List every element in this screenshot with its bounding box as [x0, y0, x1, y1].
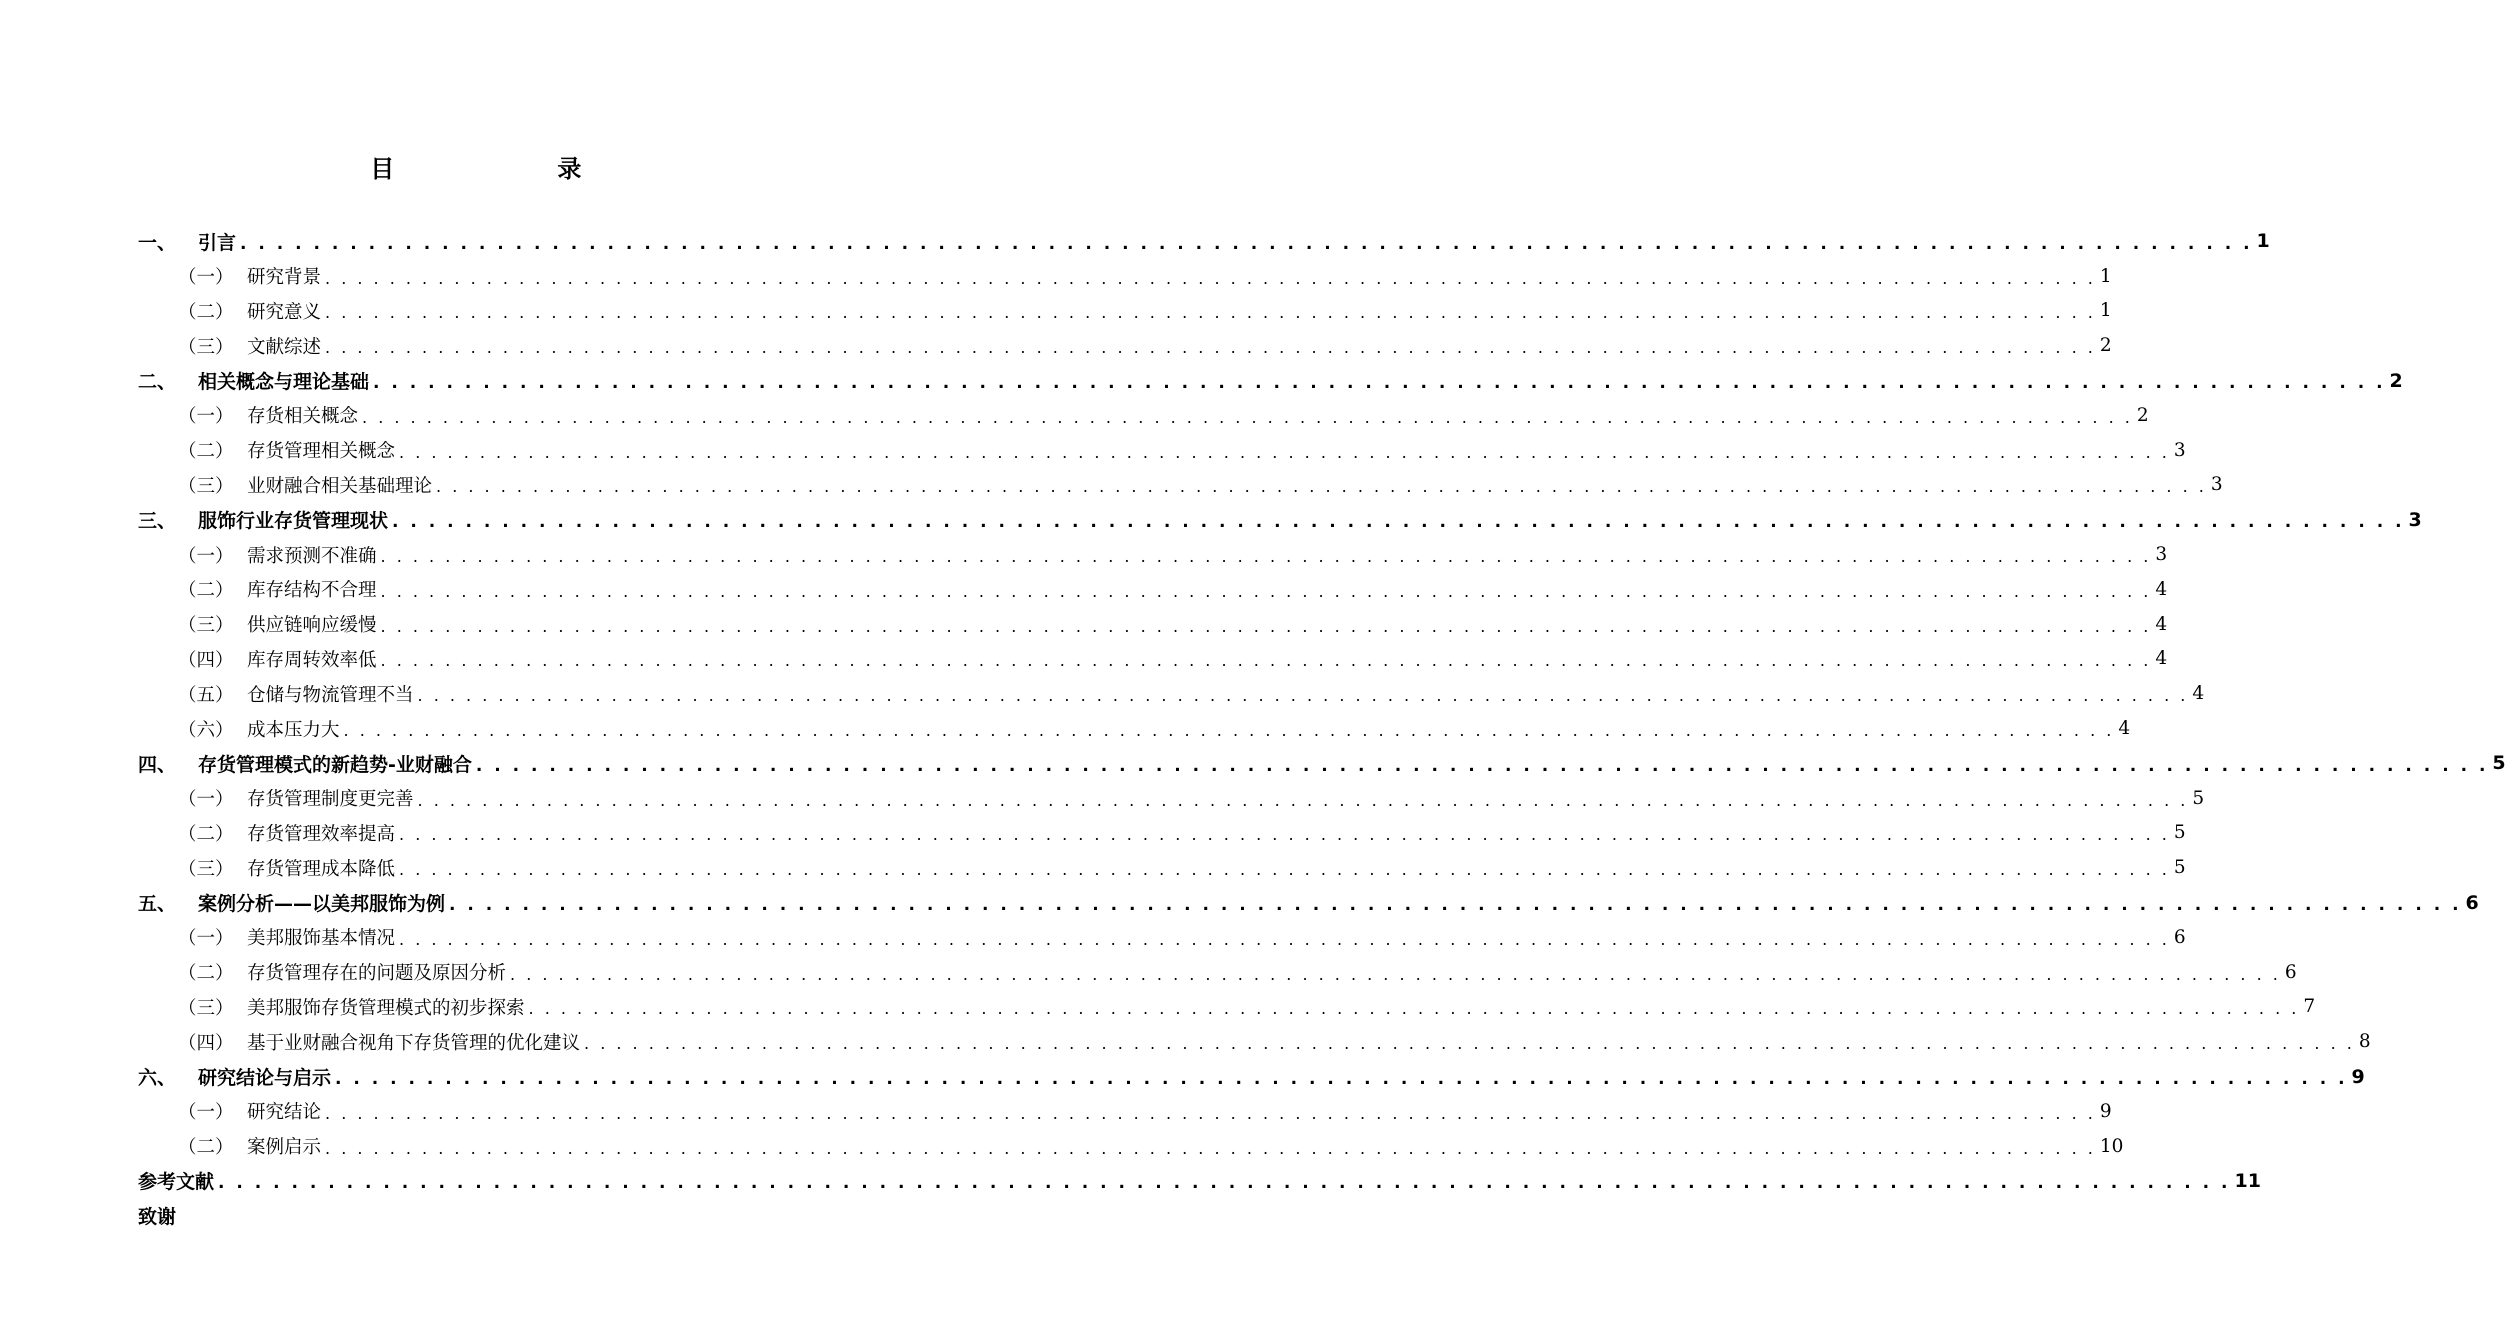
toc-dot-leader: . . . . . . . . . . . . . . . . . . . . . . . . . . . . . . . . . . . . . . . . . . . . . . . . . . . . . . . . . . . . . . . . . . . . . . . . . . . . . . . . . . . . . . . . . . . . . . . . . . . . . . . . . . . . . . — [399, 825, 2170, 845]
toc-page-number: 6 — [2284, 961, 2297, 983]
toc-entry-number: （三） — [178, 336, 234, 358]
toc-entry-number: 五、 — [138, 893, 177, 916]
toc-chapter-entry[interactable] — [138, 1198, 852, 1233]
toc-entry-title: 美邦服饰基本情况 — [247, 928, 396, 950]
toc-entry-number: （三） — [178, 997, 234, 1019]
toc-dot-leader: . . . . . . . . . . . . . . . . . . . . . . . . . . . . . . . . . . . . . . . . . . . . . . . . . . . . . . . . . . . . . . . . . . . . . . . . . . . . . . . . . . . . . . . . . . . . . . . . . . . . . . . . . . . . . . — [528, 999, 2300, 1019]
toc-chapter-entry[interactable] — [138, 1059, 2365, 1094]
toc-page-number: 4 — [2155, 648, 2168, 670]
toc-entry-number: （四） — [178, 649, 234, 671]
toc-entry-number: （一） — [178, 789, 234, 811]
toc-entry-number: （四） — [178, 1032, 234, 1054]
toc-section-entry[interactable] — [138, 676, 2205, 711]
toc-entry-number: （二） — [178, 1137, 234, 1159]
toc-entry-title: 参考文献 — [138, 1171, 215, 1194]
toc-page-number: 9 — [2351, 1065, 2365, 1088]
toc-entry-title: 业财融合相关基础理论 — [247, 475, 433, 497]
toc-entry-number: （三） — [178, 858, 234, 880]
toc-page-number: 2 — [2099, 335, 2112, 357]
toc-entry-title: 文献综述 — [247, 336, 322, 358]
toc-page-number: 4 — [2192, 683, 2205, 705]
toc-page-number: 1 — [2099, 265, 2112, 287]
toc-chapter-entry[interactable] — [138, 224, 2270, 259]
toc-dot-leader: . . . . . . . . . . . . . . . . . . . . . . . . . . . . . . . . . . . . . . . . . . . . . . . . . . . . . . . . . . . . . . . . . . . . . . . . . . . . . . . . . . . . . . . . . . . . . . . . . . . . . . . . . . . . . . — [325, 268, 2096, 288]
toc-section-entry[interactable] — [138, 433, 2186, 468]
toc-entry-title: 致谢 — [138, 1206, 177, 1229]
toc-chapter-entry[interactable] — [138, 502, 2422, 537]
toc-entry-number: （三） — [178, 475, 234, 497]
toc-entry-title: 存货相关概念 — [247, 406, 359, 428]
toc-page-number: 3 — [2210, 474, 2223, 496]
toc-entry-number: （二） — [178, 823, 234, 845]
toc-section-entry[interactable] — [138, 1094, 2112, 1129]
toc-entry-number: （一） — [178, 406, 234, 428]
toc-entry-title: 成本压力大 — [247, 719, 340, 741]
toc-section-entry[interactable] — [138, 294, 2112, 329]
toc-chapter-entry[interactable] — [138, 746, 2506, 781]
toc-page-number: 11 — [2234, 1169, 2261, 1192]
toc-section-entry[interactable] — [138, 572, 2168, 607]
toc-page-number: 4 — [2118, 718, 2131, 740]
toc-dot-leader: . . . . . . . . . . . . . . . . . . . . . . . . . . . . . . . . . . . . . . . . . . . . . . . . . . . . . . . . . . . . . . . . . . . . . . . . . . . . . . . . . . . . . . . . . . . . . . . . . . . . . . . . . . . . . . — [510, 964, 2281, 984]
toc-dot-leader: . . . . . . . . . . . . . . . . . . . . . . . . . . . . . . . . . . . . . . . . . . . . . . . . . . . . . . . . . . . . . . . . . . . . . . . . . . . . . . . . . . . . . . . . . . . . . . . . . . . . . . . . . . . . . . — [399, 860, 2170, 880]
toc-entry-title: 研究意义 — [247, 301, 322, 323]
toc-entry-title: 存货管理制度更完善 — [247, 789, 414, 811]
toc-page-number: 10 — [2099, 1135, 2124, 1157]
toc-dot-leader: . . . . . . . . . . . . . . . . . . . . . . . . . . . . . . . . . . . . . . . . . . . . . . . . . . . . . . . . . . . . . . . . . . . . . . . . . . . . . . . . . . . . . . . . . . . . . . . . . . . . . . . . . . . . . . — [475, 755, 2489, 776]
toc-chapter-entry[interactable] — [138, 1164, 2261, 1199]
toc-entry-number: （二） — [178, 441, 234, 463]
toc-entry-number: 二、 — [138, 371, 177, 394]
toc-entry-number: 六、 — [138, 1067, 177, 1090]
toc-section-entry[interactable] — [138, 328, 2112, 363]
toc-entry-title: 案例分析——以美邦服饰为例 — [198, 893, 446, 916]
toc-section-entry[interactable] — [138, 990, 2316, 1025]
toc-page-number: 3 — [2155, 544, 2168, 566]
toc-chapter-entry[interactable] — [138, 363, 2403, 398]
toc-entry-title: 研究结论与启示 — [198, 1067, 332, 1090]
toc-entry-number: （一） — [178, 267, 234, 289]
toc-entry-number: （二） — [178, 963, 234, 985]
toc-entry-number: （五） — [178, 684, 234, 706]
toc-dot-leader: . . . . . . . . . . . . . . . . . . . . . . . . . . . . . . . . . . . . . . . . . . . . . . . . . . . . . . . . . . . . . . . . . . . . . . . . . . . . . . . . . . . . . . . . . . . . . . . . . . . . . . . . . . . . . . — [399, 442, 2170, 462]
toc-section-entry[interactable] — [138, 537, 2168, 572]
toc-entry-number: 四、 — [138, 753, 177, 776]
toc-dot-leader: . . . . . . . . . . . . . . . . . . . . . . . . . . . . . . . . . . . . . . . . . . . . . . . . . . . . . . . . . . . . . . . . . . . . . . . . . . . . . . . . . . . . . . . . . . . . . . . . . . . . . . . . . . . . . . — [362, 407, 2133, 427]
toc-dot-leader: . . . . . . . . . . . . . . . . . . . . . . . . . . . . . . . . . . . . . . . . . . . . . . . . . . . . . . . . . . . . . . . . . . . . . . . . . . . . . . . . . . . . . . . . . . . . . . . . . . . . . . . . . . . . . . — [399, 929, 2170, 949]
toc-section-entry[interactable] — [138, 642, 2168, 677]
toc-entry-title: 引言 — [198, 231, 237, 254]
toc-entry-number: （一） — [178, 928, 234, 950]
toc-entry-number: 一、 — [138, 231, 177, 254]
toc-entry-title: 存货管理成本降低 — [247, 858, 396, 880]
toc-entry-number: （二） — [178, 580, 234, 602]
toc-page-number: 6 — [2173, 926, 2186, 948]
toc-dot-leader: . . . . . . . . . . . . . . . . . . . . . . . . . . . . . . . . . . . . . . . . . . . . . . . . . . . . . . . . . . . . . . . . . . . . . . . . . . . . . . . . . . . . . . . . . . . . . . . . . . . . . . . . . . . . . . — [449, 894, 2462, 915]
toc-entry-title: 基于业财融合视角下存货管理的优化建议 — [247, 1032, 581, 1054]
toc-chapter-entry[interactable] — [138, 885, 2479, 920]
toc-entry-title: 相关概念与理论基础 — [198, 371, 370, 394]
toc-entry-title: 存货管理效率提高 — [247, 823, 396, 845]
page-title: 目 录 — [370, 155, 620, 183]
toc-dot-leader: . . . . . . . . . . . . . . . . . . . . . . . . . . . . . . . . . . . . . . . . . . . . . . . . . . . . . . . . . . . . . . . . . . . . . . . . . . . . . . . . . . . . . . . . . . . . . . . . . . . . . . . . . . . . . . — [436, 477, 2207, 497]
toc-dot-leader: . . . . . . . . . . . . . . . . . . . . . . . . . . . . . . . . . . . . . . . . . . . . . . . . . . . . . . . . . . . . . . . . . . . . . . . . . . . . . . . . . . . . . . . . . . . . . . . . . . . . . . . . . . . . . . — [373, 372, 2386, 393]
toc-entry-title: 案例启示 — [247, 1137, 322, 1159]
toc-page-number: 5 — [2173, 857, 2186, 879]
toc-page-number: 5 — [2192, 787, 2205, 809]
toc-entry-title: 仓储与物流管理不当 — [247, 684, 414, 706]
toc-section-entry[interactable] — [138, 711, 2131, 746]
toc-entry-title: 库存周转效率低 — [247, 649, 377, 671]
toc-dot-leader: . . . . . . . . . . . . . . . . . . . . . . . . . . . . . . . . . . . . . . . . . . . . . . . . . . . . . . . . . . . . . . . . . . . . . . . . . . . . . . . . . . . . . . . . . . . . . . . . . . . . . . . . . . . . . . — [325, 1103, 2096, 1123]
toc-section-entry[interactable] — [138, 781, 2205, 816]
toc-page-number: 6 — [2465, 891, 2479, 914]
toc-dot-leader: . . . . . . . . . . . . . . . . . . . . . . . . . . . . . . . . . . . . . . . . . . . . . . . . . . . . . . . . . . . . . . . . . . . . . . . . . . . . . . . . . . . . . . . . . . . . . . . . . . . . . . . . . . . . . . — [584, 1034, 2355, 1054]
toc-entry-title: 存货管理模式的新趋势-业财融合 — [198, 753, 472, 776]
toc-dot-leader: . . . . . . . . . . . . . . . . . . . . . . . . . . . . . . . . . . . . . . . . . . . . . . . . . . . . . . . . . . . . . . . . . . . . . . . . . . . . . . . . . . . . . . . . . . . . . . . . . . . . . . . . . . . . . . — [392, 512, 2405, 533]
toc-dot-leader: . . . . . . . . . . . . . . . . . . . . . . . . . . . . . . . . . . . . . . . . . . . . . . . . . . . . . . . . . . . . . . . . . . . . . . . . . . . . . . . . . . . . . . . . . . . . . . . . . . . . . . . . . . . . . . — [335, 1068, 2348, 1089]
toc-entry-number: （二） — [178, 301, 234, 323]
toc-entry-title: 需求预测不准确 — [247, 545, 377, 567]
toc-entry-title: 存货管理存在的问题及原因分析 — [247, 963, 507, 985]
toc-section-entry[interactable] — [138, 955, 2297, 990]
toc-page-number: 1 — [2099, 300, 2112, 322]
toc-page-number: 2 — [2136, 404, 2149, 426]
toc-entry-title: 供应链响应缓慢 — [247, 615, 377, 637]
toc-entry-number: （六） — [178, 719, 234, 741]
toc-section-entry[interactable] — [138, 398, 2149, 433]
toc-dot-leader: . . . . . . . . . . . . . . . . . . . . . . . . . . . . . . . . . . . . . . . . . . . . . . . . . . . . . . . . . . . . . . . . . . . . . . . . . . . . . . . . . . . . . . . . . . . . . . . . . . . . . . . . . . . . . . — [240, 233, 2253, 254]
toc-dot-leader: . . . . . . . . . . . . . . . . . . . . . . . . . . . . . . . . . . . . . . . . . . . . . . . . . . . . . . . . . . . . . . . . . . . . . . . . . . . . . . . . . . . . . . . . . . . . . . . . . . . . . . . . . . . . . . — [218, 1173, 2231, 1194]
toc-section-entry[interactable] — [138, 607, 2168, 642]
toc-dot-leader: . . . . . . . . . . . . . . . . . . . . . . . . . . . . . . . . . . . . . . . . . . . . . . . . . . . . . . . . . . . . . . . . . . . . . . . . . . . . . . . . . . . . . . . . . . . . . . . . . . . . . . . . . . . . . . — [380, 651, 2152, 671]
toc-page-number: 3 — [2408, 508, 2422, 531]
toc-section-entry[interactable] — [138, 920, 2186, 955]
toc-dot-leader: . . . . . . . . . . . . . . . . . . . . . . . . . . . . . . . . . . . . . . . . . . . . . . . . . . . . . . . . . . . . . . . . . . . . . . . . . . . . . . . . . . . . . . . . . . . . . . . . . . . . . . . . . . . . . . — [343, 720, 2115, 740]
toc-page-number: 3 — [2173, 439, 2186, 461]
table-of-contents — [138, 224, 2506, 1233]
toc-page-number: 4 — [2155, 613, 2168, 635]
toc-dot-leader: . . . . . . . . . . . . . . . . . . . . . . . . . . . . . . . . . . . . . . . . . . . . . . . . . . . . . . . . . . . . . . . . . . . . . . . . . . . . . . . . . . . . . . . . . . . . . . . . . . . . . . . . . . . . . . — [417, 686, 2189, 706]
toc-dot-leader: . . . . . . . . . . . . . . . . . . . . . . . . . . . . . . . . . . . . . . . . . . . . . . . . . . . . . . . . . . . . . . . . . . . . . . . . . . . . . . . . . . . . . . . . . . . . . . . . . . . . . . . . . . . . . . — [380, 581, 2152, 601]
toc-section-entry[interactable] — [138, 259, 2112, 294]
toc-dot-leader: . . . . . . . . . . . . . . . . . . . . . . . . . . . . . . . . . . . . . . . . . . . . . . . . . . . . . . . . . . . . . . . . . . . . . . . . . . . . . . . . . . . . . . . . . . . . . . . . . . . . . . . . . . . . . . — [380, 616, 2152, 636]
toc-section-entry[interactable] — [138, 816, 2186, 851]
toc-section-entry[interactable] — [138, 1129, 2124, 1164]
toc-page-number: 8 — [2358, 1031, 2371, 1053]
toc-entry-title: 研究背景 — [247, 267, 322, 289]
toc-page-number: 5 — [2492, 752, 2506, 775]
toc-entry-number: （三） — [178, 615, 234, 637]
toc-dot-leader: . . . . . . . . . . . . . . . . . . . . . . . . . . . . . . . . . . . . . . . . . . . . . . . . . . . . . . . . . . . . . . . . . . . . . . . . . . . . . . . . . . . . . . . . . . . . . . . . . . . . . . . . . . . . . . — [325, 303, 2096, 323]
toc-page-number: 1 — [2256, 230, 2270, 253]
toc-page-number: 2 — [2389, 369, 2403, 392]
toc-entry-title: 研究结论 — [247, 1102, 322, 1124]
toc-entry-number: （一） — [178, 545, 234, 567]
toc-page-number: 9 — [2099, 1100, 2112, 1122]
toc-entry-number: （一） — [178, 1102, 234, 1124]
toc-dot-leader: . . . . . . . . . . . . . . . . . . . . . . . . . . . . . . . . . . . . . . . . . . . . . . . . . . . . . . . . . . . . . . . . . . . . . . . . . . . . . . . . . . . . . . . . . . . . . . . . . . . . . . . . . . . . . . — [417, 790, 2189, 810]
toc-dot-leader: . . . . . . . . . . . . . . . . . . . . . . . . . . . . . . . . . . . . . . . . . . . . . . . . . . . . . . . . . . . . . . . . . . . . . . . . . . . . . . . . . . . . . . . . . . . . . . . . . . . . . . . . . . . . . . — [325, 338, 2096, 358]
toc-page-number: 4 — [2155, 578, 2168, 600]
toc-entry-title: 存货管理相关概念 — [247, 441, 396, 463]
toc-entry-number: 三、 — [138, 510, 177, 533]
toc-page-number: 7 — [2303, 996, 2316, 1018]
toc-page-number: 5 — [2173, 822, 2186, 844]
toc-section-entry[interactable] — [138, 1024, 2371, 1059]
toc-entry-title: 服饰行业存货管理现状 — [198, 510, 389, 533]
toc-section-entry[interactable] — [138, 468, 2223, 503]
toc-section-entry[interactable] — [138, 850, 2186, 885]
toc-dot-leader: . . . . . . . . . . . . . . . . . . . . . . . . . . . . . . . . . . . . . . . . . . . . . . . . . . . . . . . . . . . . . . . . . . . . . . . . . . . . . . . . . . . . . . . . . . . . . . . . . . . . . . . . . . . . . . — [380, 546, 2152, 566]
toc-dot-leader: . . . . . . . . . . . . . . . . . . . . . . . . . . . . . . . . . . . . . . . . . . . . . . . . . . . . . . . . . . . . . . . . . . . . . . . . . . . . . . . . . . . . . . . . . . . . . . . . . . . . . . . . . . . . . . — [325, 1138, 2096, 1158]
toc-entry-title: 美邦服饰存货管理模式的初步探索 — [247, 997, 525, 1019]
toc-entry-title: 库存结构不合理 — [247, 580, 377, 602]
